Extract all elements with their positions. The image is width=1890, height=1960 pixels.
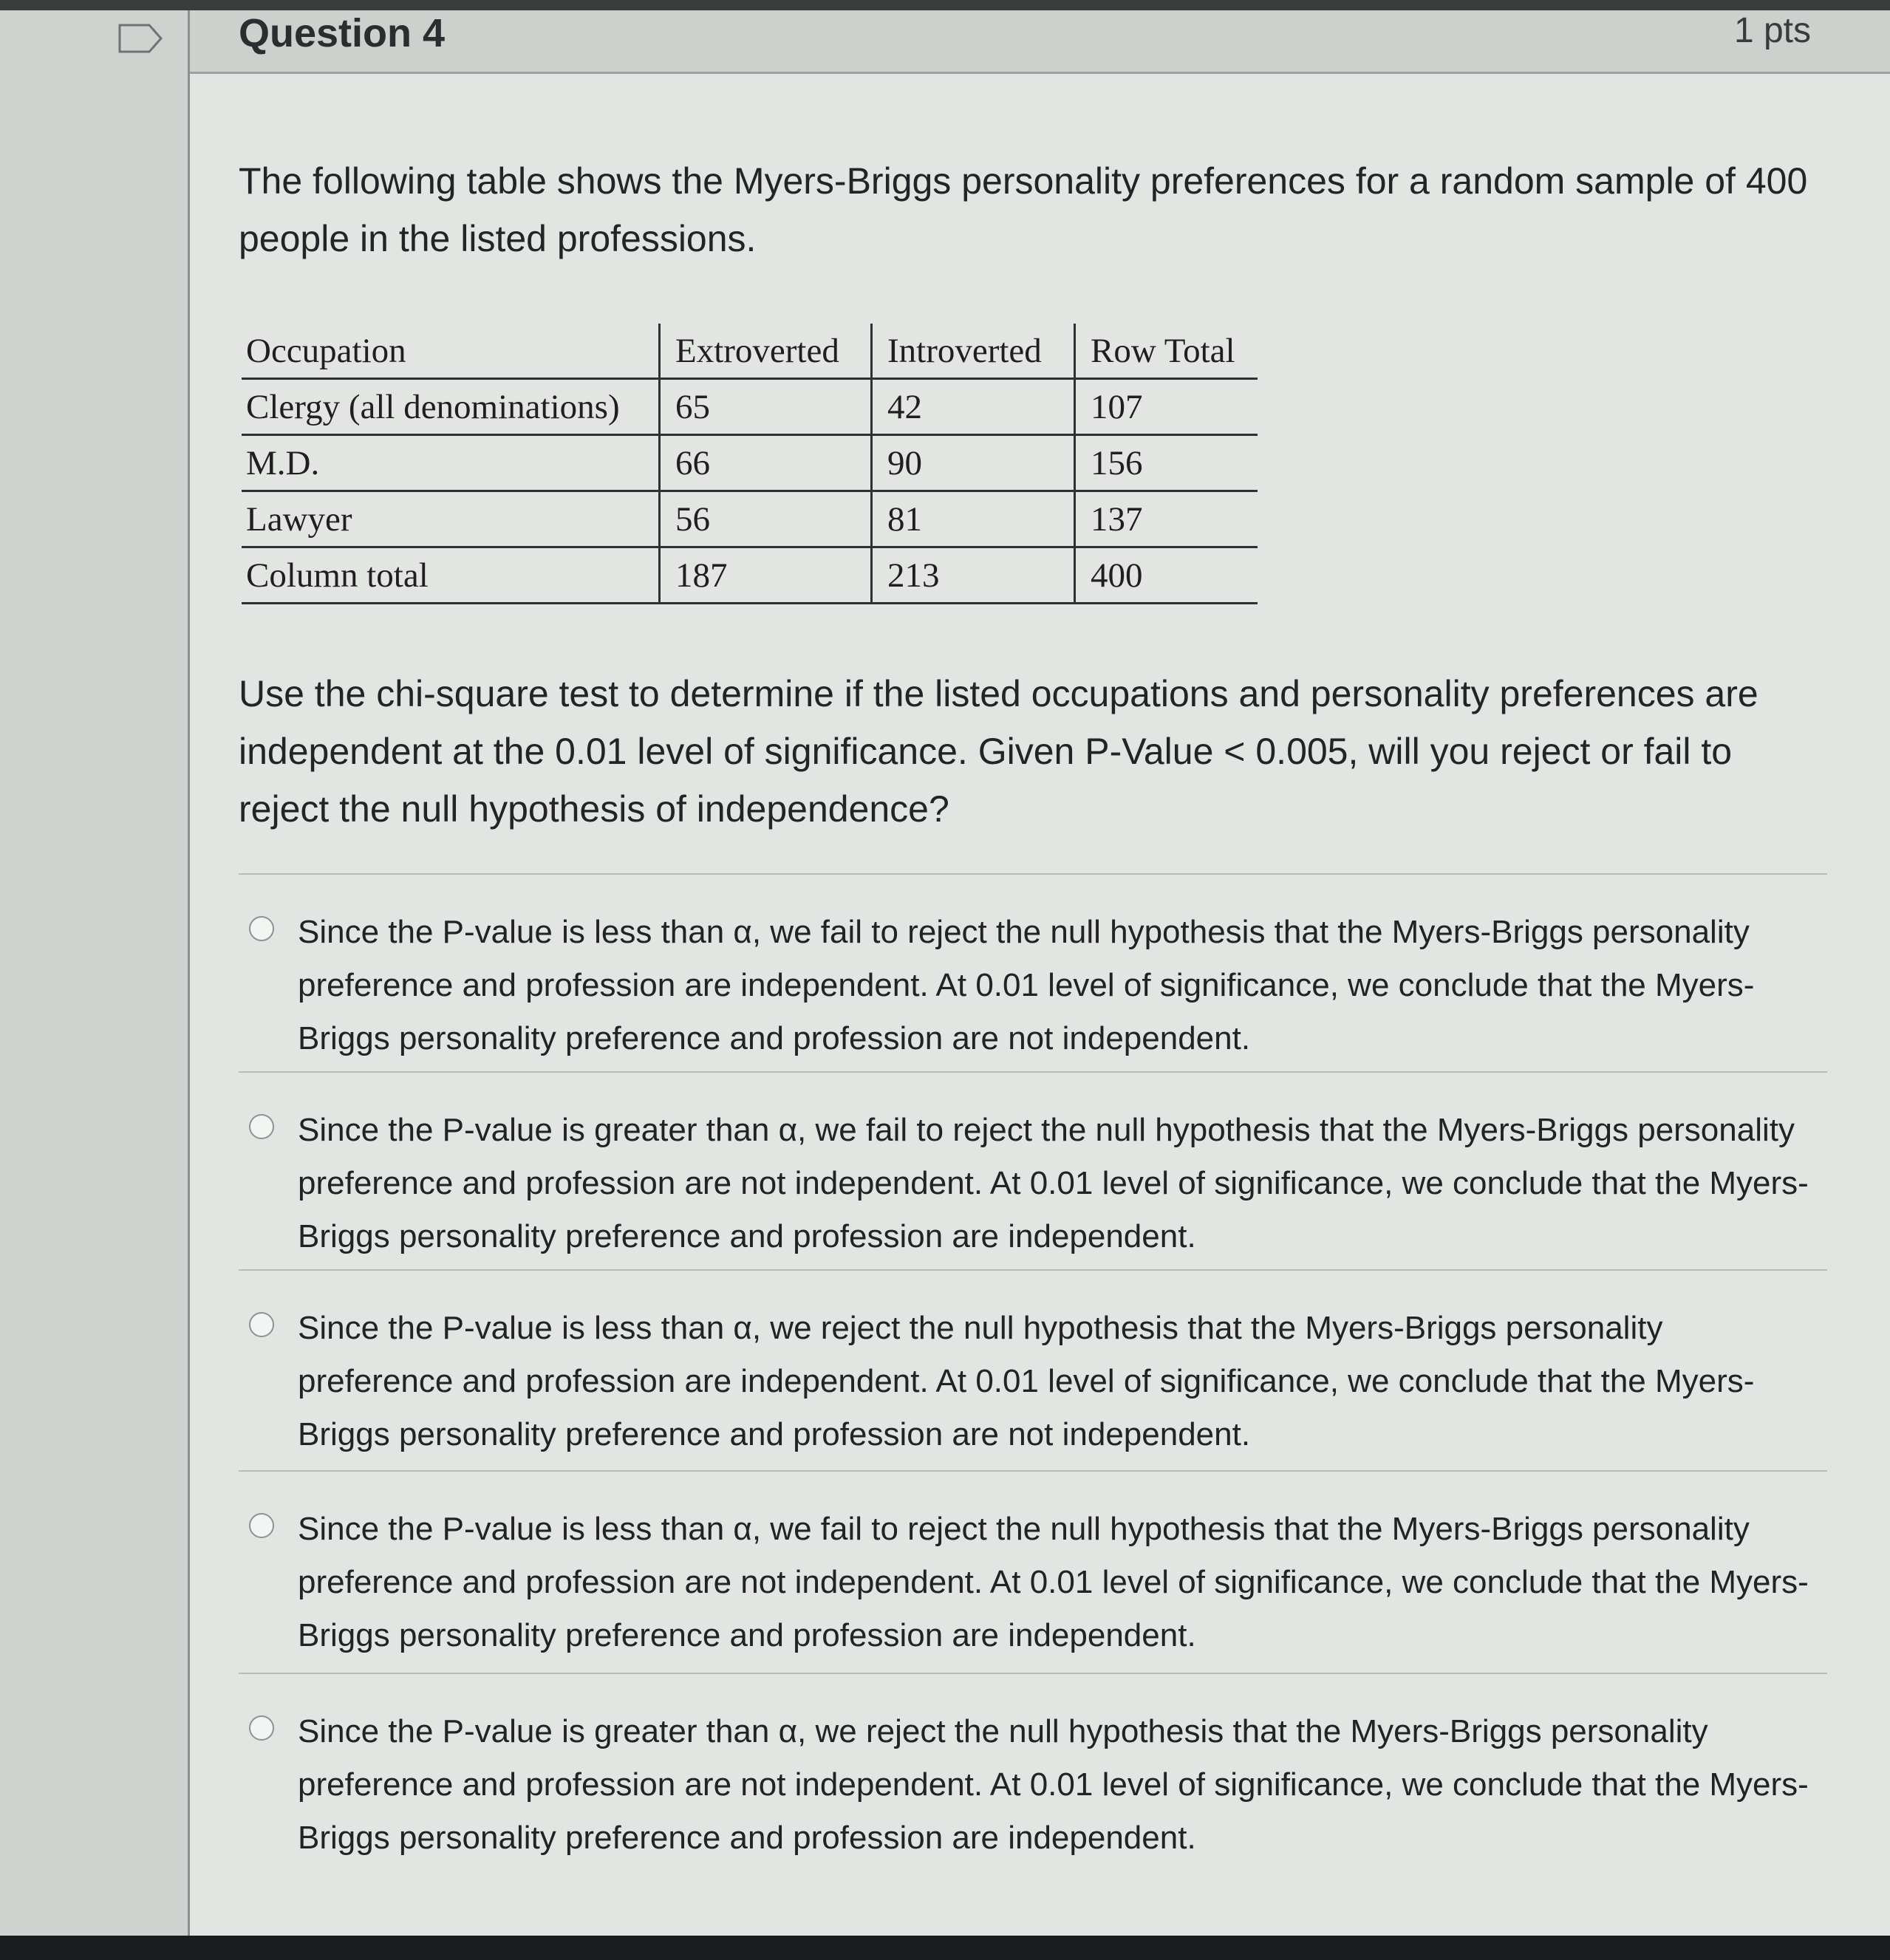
radio-icon[interactable] [249, 1513, 274, 1538]
table-cell: 42 [872, 379, 1075, 435]
flag-icon[interactable] [118, 24, 163, 53]
question-title: Question 4 [239, 11, 446, 55]
radio-icon[interactable] [249, 1312, 274, 1337]
table-cell: 400 [1075, 547, 1258, 604]
table-cell: 107 [1075, 379, 1258, 435]
table-row [242, 435, 1258, 491]
table-cell: 90 [872, 435, 1075, 491]
table-header-cell: Row Total [1075, 324, 1258, 379]
radio-icon[interactable] [249, 916, 274, 941]
question-header [190, 10, 1890, 74]
question-card [188, 10, 1890, 1936]
answer-divider [239, 873, 1827, 875]
table-cell: M.D. [242, 435, 660, 491]
question-points: 1 pts [1733, 11, 1811, 50]
answer-divider [239, 1269, 1827, 1271]
table-row [242, 547, 1258, 604]
table-cell: 156 [1075, 435, 1258, 491]
table-header-cell: Introverted [872, 324, 1075, 379]
table-cell: 137 [1075, 491, 1258, 547]
answer-option-label[interactable]: Since the P-value is less than α, we reject the null hypothesis that the Myers-Briggs personality preference and profession are independent. At 0.01 level of significance, we conclude that the Myers-Briggs personality preference and profession are not independent. [298, 1310, 1755, 1452]
table-cell: 81 [872, 491, 1075, 547]
table-cell: 65 [660, 379, 872, 435]
screen-bottom-bezel [0, 1936, 1890, 1960]
answer-divider [239, 1071, 1827, 1073]
table-row [242, 379, 1258, 435]
table-cell: 213 [872, 547, 1075, 604]
table-cell: Lawyer [242, 491, 660, 547]
radio-icon[interactable] [249, 1114, 274, 1139]
table-cell: Column total [242, 547, 660, 604]
question-intro: The following table shows the Myers-Briggs personality preferences for a random sample of 400 people in the listed professions. [239, 160, 1808, 259]
table-cell: 66 [660, 435, 872, 491]
table-cell: Clergy (all denominations) [242, 379, 660, 435]
answer-divider [239, 1673, 1827, 1674]
table-cell: 56 [660, 491, 872, 547]
table-header-cell: Extroverted [660, 324, 872, 379]
answer-option-label[interactable]: Since the P-value is greater than α, we reject the null hypothesis that the Myers-Briggs personality preference and profession are not independent. At 0.01 level of significance, we conclude that the Myers-Briggs personality preference and profession are independent. [298, 1713, 1809, 1856]
radio-icon[interactable] [249, 1715, 274, 1741]
answer-divider [239, 1470, 1827, 1472]
answer-option-label[interactable]: Since the P-value is greater than α, we fail to reject the null hypothesis that the Myers-Briggs personality preference and profession are not independent. At 0.01 level of significance, we conclude that the Myers-Briggs personality preference and profession are independent. [298, 1112, 1809, 1254]
table-header-row [242, 324, 1258, 379]
table-row [242, 491, 1258, 547]
table-header-cell: Occupation [242, 324, 660, 379]
answer-option-label[interactable]: Since the P-value is less than α, we fail to reject the null hypothesis that the Myers-Briggs personality preference and profession are independent. At 0.01 level of significance, we conclude that the Myers-Briggs personality preference and profession are not independent. [298, 914, 1755, 1056]
question-task: Use the chi-square test to determine if the listed occupations and personality preferences are independent at the 0.01 level of significance. Given P-Value < 0.005, will you reject or fail to reject the null hypothesis of independence? [239, 673, 1758, 830]
answer-option-label[interactable]: Since the P-value is less than α, we fail to reject the null hypothesis that the Myers-Briggs personality preference and profession are not independent. At 0.01 level of significance, we conclude that the Myers-Briggs personality preference and profession are independent. [298, 1511, 1809, 1653]
left-margin [0, 10, 188, 1936]
table-cell: 187 [660, 547, 872, 604]
screen-top-bezel [0, 0, 1890, 10]
contingency-table [242, 324, 1258, 604]
